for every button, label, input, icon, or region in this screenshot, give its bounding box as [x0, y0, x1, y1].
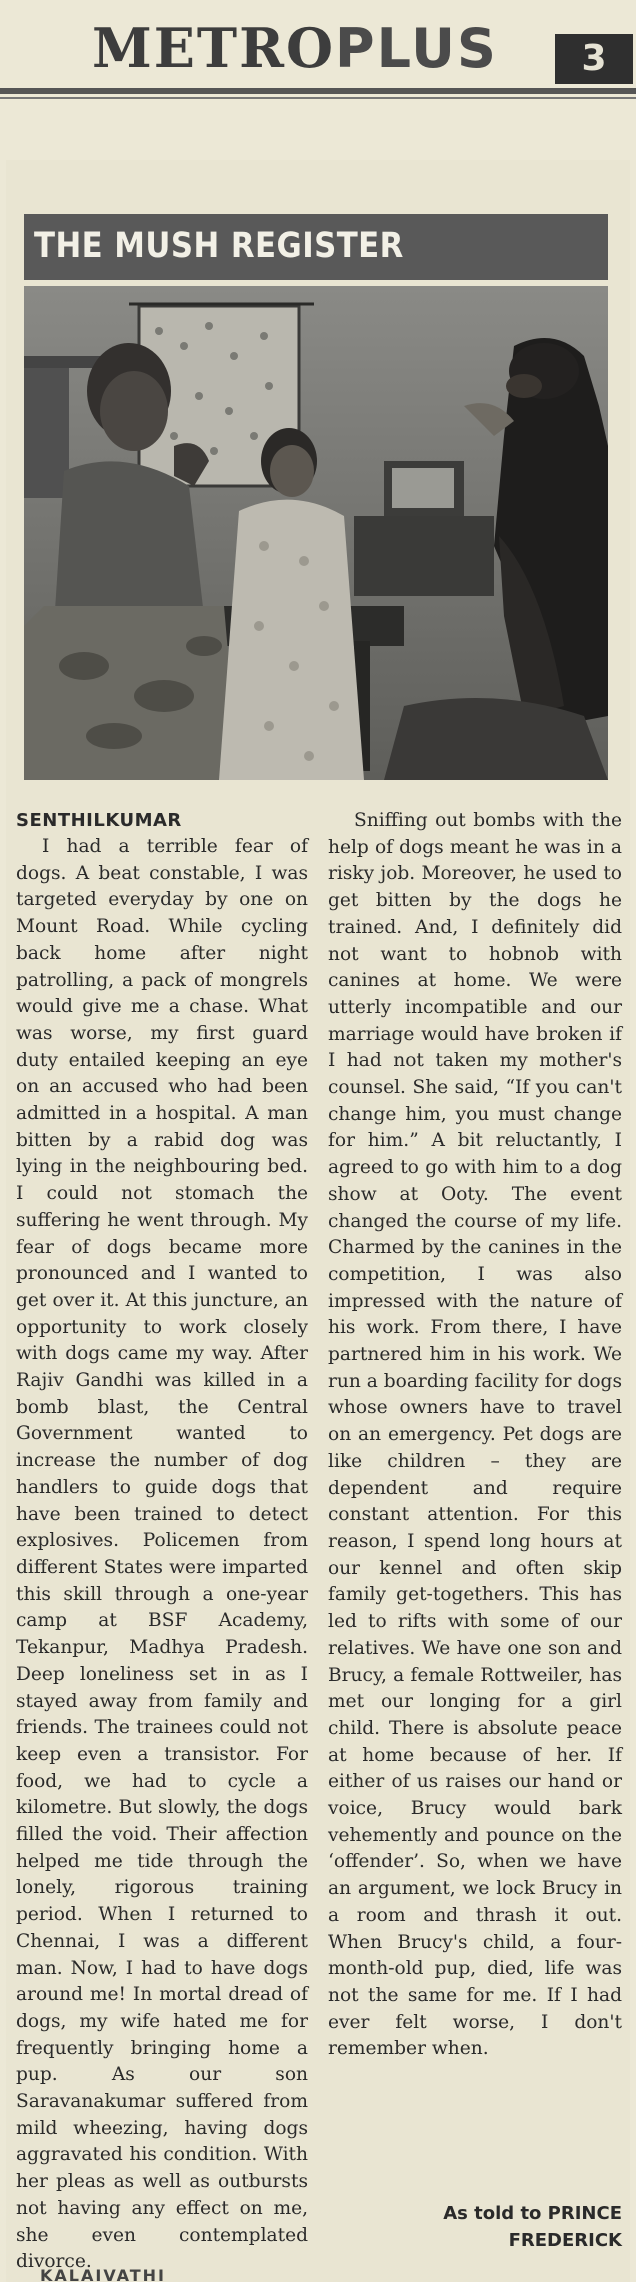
banner-title: THE MUSH REGISTER — [34, 226, 404, 266]
article-photo — [24, 286, 608, 780]
title-main: METRO — [92, 16, 336, 80]
credit-line-1: As told to PRINCE — [443, 2203, 622, 2224]
byline-senthilkumar: SENTHILKUMAR — [16, 810, 182, 831]
article-paragraph-left: I had a terrible fear of dogs. A beat constable, I was targeted everyday by one on Mount Road. While cycling back home after night patrolling, a pack of mongrels would give me a chase. What was worse, my first guard duty entailed keeping an eye on an accused who had been admitted in a hospital. A man bitten by a rabid dog was lying in the neighbouring bed. I could not stomach the suffering he went through. My fear of dogs became more pronounced and I wanted to get over it. At this juncture, an opportunity to work closely with dogs came my way. After Rajiv Gandhi was killed in a bomb blast, the Central Government wanted to increase the number of dog handlers to guide dogs that have been trained to detect explosives. Policemen from different States were imparted this skill through a one-year camp at BSF Academy, Tekanpur, Madhya Pradesh. Deep loneliness set in as I stayed away from family and friends. The trainees could not keep even a transistor. For food, we had to cycle a kilometre. But slowly, the dogs filled the void. Their affection helped me tide through the lonely, rigorous training period. When I returned to Chennai, I was a different man. Now, I had to have dogs around me! In mortal dread of dogs, my wife hated me for frequently bringing home a pup. As our son Saravanakumar suffered from mild wheezing, having dogs aggravated his condition. With her pleas as well as outbursts not having any effect on me, she even contemplated divorce. — [16, 836, 308, 2273]
masthead-rule-thin — [0, 97, 636, 99]
masthead — [0, 0, 636, 100]
couple-with-dog-photo — [24, 286, 608, 780]
publication-title — [92, 18, 498, 79]
masthead-rule — [0, 88, 636, 94]
article-column-right — [328, 808, 622, 2063]
article-column-left — [16, 808, 308, 2276]
credit-line — [410, 2200, 622, 2254]
section-banner — [24, 214, 608, 280]
article-paragraph-right: Sniffing out bombs with the help of dogs meant he was in a risky job. Moreover, he used to get bitten by the dogs he trained. And, I definitely did not want to hobnob with canines at home. We were utterly incompatible and our marriage would have broken if I had not taken my mother's counsel. She said, “If you can't change him, you must change for him.” A bit reluctantly, I agreed to go with him to a dog show at Ooty. The event changed the course of my life. Charmed by the canines in the competition, I was also impressed with the nature of his work. From there, I have partnered him in his work. We run a boarding facility for dogs whose owners have to travel on an emergency. Pet dogs are like children – they are dependent and require constant attention. For this reason, I spend long hours at our kennel and often skip family get-togethers. This has led to rifts with some of our relatives. We have one son and Brucy, a female Rottweiler, has met our longing for a girl child. There is absolute peace at home because of her. If either of us raises our hand or voice, Brucy would bark vehemently and pounce on the ‘offender’. So, when we have an argument, we lock Brucy in a room and thrash it out. When Brucy's child, a four-month-old pup, died, life was not the same for me. If I had ever felt worse, I don't remember when. — [328, 810, 622, 2060]
credit-line-2: FREDERICK — [508, 2230, 622, 2251]
page-number: 3 — [555, 34, 633, 84]
title-plus: PLUS — [335, 17, 498, 80]
trailing-byline: KALAIVATHI — [40, 2266, 167, 2282]
